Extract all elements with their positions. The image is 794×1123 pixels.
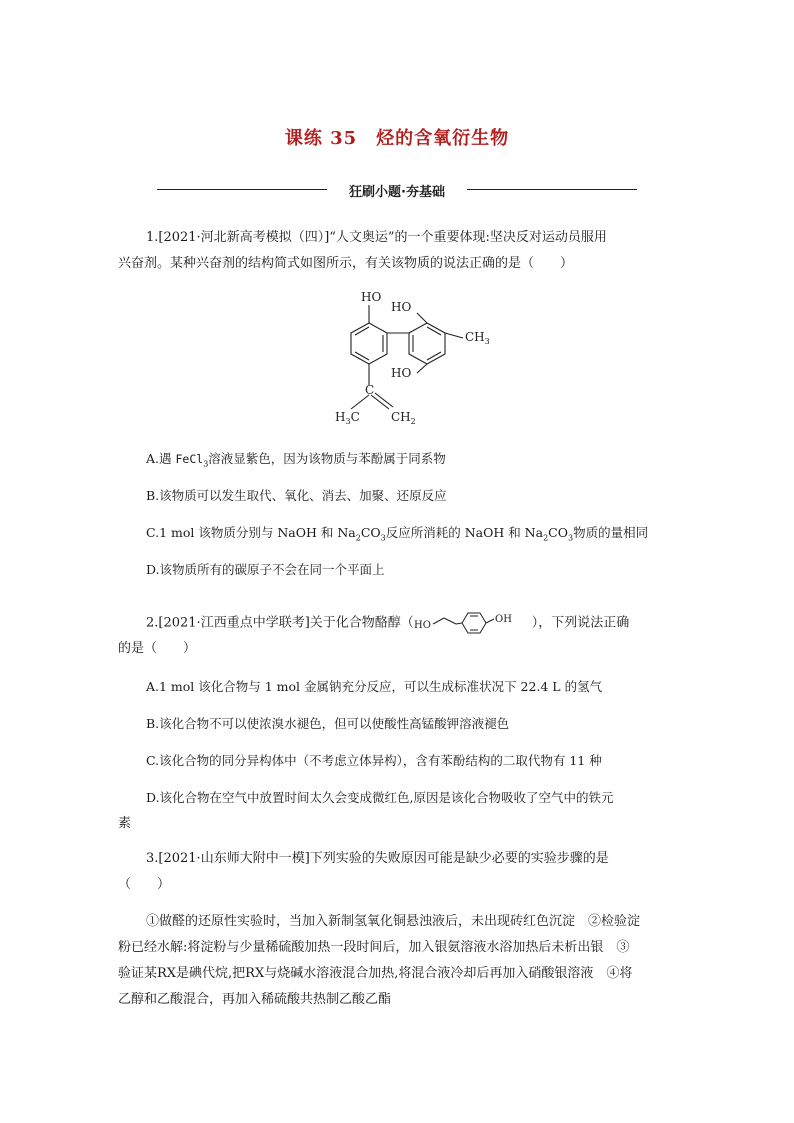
q3-stem-line2: （ ） bbox=[118, 877, 171, 892]
q2-option-a: A.1 mol 该化合物与 1 mol 金属钠充分反应，可以生成标准状况下 22.4 L 的氢气 bbox=[146, 679, 603, 694]
banner-rule-right bbox=[467, 189, 637, 190]
q3-stem: 3.[2021·山东师大附中一模]下列实验的失败原因可能是缺少必要的实验步骤的是 bbox=[146, 851, 609, 866]
ch2-label: $CH_2$ bbox=[391, 410, 416, 426]
q1-option-d: D.该物质所有的碳原子不会在同一个平面上 bbox=[146, 562, 385, 577]
q3-body-line2: 粉已经水解:将淀粉与少量稀硫酸加热一段时间后，加入银氨溶液水浴加热后未析出银 ③ bbox=[118, 940, 630, 955]
q2-option-d: D.该化合物在空气中放置时间太久会变成微红色,原因是该化合物吸收了空气中的铁元 bbox=[146, 790, 614, 805]
ho-mid-label: HO bbox=[391, 300, 412, 314]
q2-option-b: B.该化合物不可以使浓溴水褪色，但可以使酸性高锰酸钾溶液褪色 bbox=[146, 716, 510, 731]
q1-structure-diagram bbox=[325, 283, 525, 433]
q3-body-line3: 验证某RX是碘代烷,把RX与烧碱水溶液混合加热,将混合液冷却后再加入硝酸银溶液 ④将 bbox=[118, 966, 633, 981]
right-benzene-ring bbox=[409, 323, 445, 364]
q1-stem-line2: 兴奋剂。某种兴奋剂的结构简式如图所示，有关该物质的说法正确的是（ ） bbox=[118, 256, 574, 271]
ho-top-label: HO bbox=[361, 290, 382, 304]
q1-stem bbox=[118, 225, 678, 251]
left-benzene-ring bbox=[351, 323, 387, 364]
q2-stem-line2: 的是（ ） bbox=[118, 641, 197, 656]
c-label: C bbox=[365, 383, 375, 397]
tyrosol-structure-diagram bbox=[414, 610, 532, 636]
q1-option-b: B.该物质可以发生取代、氧化、消去、加聚、还原反应 bbox=[146, 488, 447, 503]
q1-stem-line1: 1.[2021·河北新高考模拟（四）]“人文奥运”的一个重要体现:坚决反对运动员服用 bbox=[146, 230, 607, 245]
q1-option-c: C.1 mol 该物质分别与 NaOH 和 $Na_2CO_3$反应所消耗的 NaOH 和 $Na_2CO_3$物质的量相同 bbox=[146, 525, 649, 543]
section-banner bbox=[157, 180, 637, 200]
page-title: 课练 35 烃的含氧衍生物 bbox=[284, 128, 510, 149]
q1-option-a: A.遇 FeCl$_3$溶液显紫色，因为该物质与苯酚属于同系物 bbox=[146, 451, 446, 469]
section-banner-label: 狂刷小题·夯基础 bbox=[349, 185, 445, 200]
h3c-label: $H_3C$ bbox=[335, 410, 360, 426]
q3-body-line4: 乙醇和乙酸混合，再加入稀硫酸共热制乙酸乙酯 bbox=[118, 992, 392, 1007]
q2-stem: 2.[2021·江西重点中学联考]关于化合物酪醇（ HO OH ），下列说法正确 bbox=[118, 610, 678, 637]
ch3-label: $CH_3$ bbox=[465, 330, 490, 346]
ho-bottom-label: HO bbox=[391, 366, 412, 380]
q3-body-line1: ①做醛的还原性实验时，当加入新制氢氧化铜悬浊液后，未出现砖红色沉淀 ②检验淀 bbox=[146, 914, 641, 929]
q2-option-c: C.该化合物的同分异构体中（不考虑立体异构），含有苯酚结构的二取代物有 11 种 bbox=[146, 753, 602, 768]
tyrosol-ho-label: HO bbox=[413, 620, 431, 631]
tyrosol-oh-label: OH bbox=[494, 614, 512, 625]
q2-option-d-cont: 素 bbox=[118, 816, 132, 831]
q1-stem-cont bbox=[118, 251, 678, 277]
